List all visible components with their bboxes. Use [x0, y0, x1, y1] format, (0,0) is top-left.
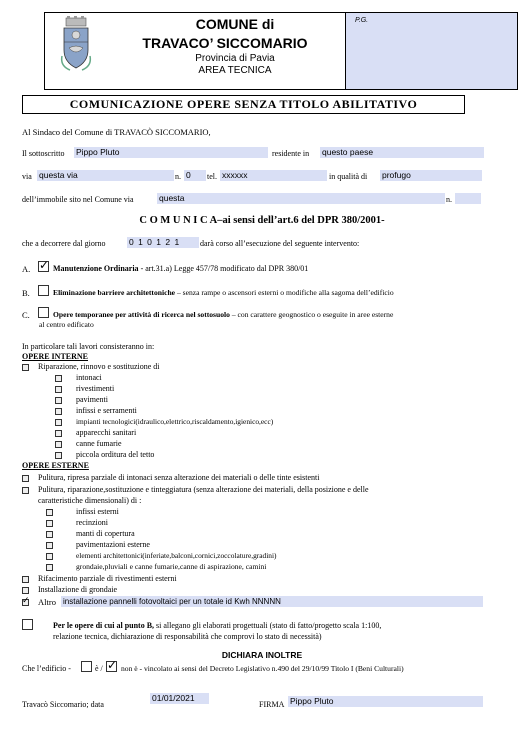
pulitura1-checkbox[interactable]: [22, 475, 29, 482]
comunica-heading: [0, 214, 524, 227]
rifacimento-label: Rifacimento parziale di rivestimenti esterni: [38, 574, 177, 583]
puntob-checkbox[interactable]: [22, 619, 33, 630]
edificio-e-label: è /: [95, 664, 103, 673]
esterne-item-label: elementi architettonici(inferiate,balconi,cornici,zoccolature,gradini): [76, 551, 277, 560]
rifacimento-checkbox[interactable]: [22, 576, 29, 583]
comunica-word: C O M U N I C A: [139, 215, 218, 226]
qualita-field[interactable]: profugo: [380, 170, 482, 181]
via-label: via: [22, 172, 32, 181]
header-province: Provincia di Pavia: [195, 53, 275, 64]
grondaie-checkbox[interactable]: [22, 587, 29, 594]
interne-item-label: piccola orditura del tetto: [76, 450, 155, 459]
interne-item-label: intonaci: [76, 373, 102, 382]
interne-item-label: impianti tecnologici(idraulico,elettrico,riscaldamento,igienico,ecc): [76, 417, 274, 426]
immobile-field[interactable]: questa: [157, 193, 445, 204]
grondaie-label: Installazione di grondaie: [38, 585, 118, 594]
immobile-label: dell’immobile sito nel Comune via: [22, 195, 134, 204]
altro-label: Altro: [38, 597, 56, 607]
date-field[interactable]: 01/01/2021: [150, 693, 209, 704]
interne-item-label: apparecchi sanitari: [76, 428, 137, 437]
edificio-non-e-checkbox[interactable]: [106, 661, 117, 672]
esterne-item-label: infissi esterni: [76, 507, 119, 516]
option-b-rest: – senza rampe o ascensori esterni o modifiche alla sagoma dell’edificio: [175, 288, 394, 297]
tel-field[interactable]: xxxxxx: [220, 170, 327, 181]
interne-item-label: canne fumarie: [76, 439, 122, 448]
tel-label: tel.: [207, 172, 217, 181]
lavori-intro: In particolare tali lavori consisteranno in:: [22, 342, 155, 351]
option-b-letter: B.: [22, 288, 30, 298]
esterne-item-checkbox[interactable]: [46, 564, 53, 571]
esterne-item-label: grondaie,pluviali e canne fumarie,canne di aspirazione, camini: [76, 562, 267, 571]
interne-item-checkbox[interactable]: [55, 430, 62, 437]
residente-label: residente in: [272, 149, 310, 158]
esterne-item-checkbox[interactable]: [46, 520, 53, 527]
option-c-bold: Opere temporanee per attività di ricerca nel sottosuolo: [53, 310, 230, 319]
interne-main-label: Riparazione, rinnovo e sostituzione di: [38, 362, 160, 371]
pulitura2-checkbox[interactable]: [22, 487, 29, 494]
pulitura2-label-line1: Pulitura, riparazione,sostituzione e tinteggiatura (senza alterazione dei materiali, della posizione e delle: [38, 485, 369, 494]
pg-label: P.G.: [355, 17, 369, 24]
edificio-rest: non è - vincolato ai sensi del Decreto Legislativo n.490 del 29/10/99 Titolo I (Beni Culturali): [121, 664, 404, 673]
esterne-item-label: pavimentazioni esterne: [76, 540, 150, 549]
interne-main-checkbox[interactable]: [22, 364, 29, 371]
interne-item-checkbox[interactable]: [55, 397, 62, 404]
sottoscritto-label: Il sottoscritto: [22, 149, 65, 158]
option-a-letter: A.: [22, 264, 31, 274]
qualita-label: in qualità di: [329, 172, 368, 181]
edificio-prefix: Che l’edificio -: [22, 664, 71, 673]
option-c-line2: al centro edificato: [39, 320, 94, 329]
option-b-text: [53, 288, 394, 298]
residente-field[interactable]: questo paese: [320, 147, 484, 158]
pulitura1-label: Pulitura, ripresa parziale di intonaci senza alterazione dei materiali o delle tinte esistenti: [38, 473, 320, 482]
decorrere-suffix: darà corso all’esecuzione del seguente intervento:: [200, 239, 360, 248]
interne-item-checkbox[interactable]: [55, 375, 62, 382]
option-a-rest: - art.31.a) Legge 457/78 modificato dal DPR 380/01: [138, 264, 309, 273]
immobile-n-field[interactable]: [455, 193, 481, 204]
interne-item-checkbox[interactable]: [55, 386, 62, 393]
edificio-e-checkbox[interactable]: [81, 661, 92, 672]
place-date-label: Travacò Siccomario; data: [22, 700, 104, 709]
n-field[interactable]: 0: [184, 170, 206, 181]
interne-item-label: pavimenti: [76, 395, 108, 404]
coat-of-arms-logo: [60, 16, 92, 77]
n-label: n.: [175, 172, 181, 181]
option-c-text: [53, 310, 393, 320]
firma-label: FIRMA: [259, 700, 285, 709]
esterne-item-checkbox[interactable]: [46, 531, 53, 538]
interne-item-label: rivestimenti: [76, 384, 115, 393]
esterne-item-checkbox[interactable]: [46, 553, 53, 560]
puntob-rest: si allegano gli elaborati progettuali (stato di fatto/progetto scala 1:100,: [154, 621, 382, 630]
pulitura2-label-line2: caratteristiche dimensionali) di :: [38, 496, 142, 505]
comunica-law: –ai sensi dell’art.6 del DPR 380/2001-: [217, 215, 385, 226]
option-b-checkbox[interactable]: [38, 285, 49, 296]
pg-field[interactable]: [346, 13, 517, 89]
option-c-rest: – con carattere geognostico o eseguite in aree esterne: [229, 310, 394, 319]
altro-field[interactable]: installazione pannelli fotovoltaici per un totale id Kwh NNNNN: [61, 596, 483, 607]
opere-esterne-heading: OPERE ESTERNE: [22, 461, 89, 470]
via-field[interactable]: questa via: [37, 170, 174, 181]
puntob-line1: [53, 621, 381, 631]
interne-item-checkbox[interactable]: [55, 419, 62, 426]
esterne-item-label: manti di copertura: [76, 529, 135, 538]
option-a-bold: Manutenzione Ordinaria: [53, 264, 139, 273]
option-c-checkbox[interactable]: [38, 307, 49, 318]
esterne-item-checkbox[interactable]: [46, 542, 53, 549]
interne-item-checkbox[interactable]: [55, 452, 62, 459]
esterne-item-label: recinzioni: [76, 518, 108, 527]
decorrere-prefix: che a decorrere dal giorno: [22, 239, 106, 248]
option-a-text: [53, 264, 308, 274]
option-b-bold: Eliminazione barriere architettoniche: [53, 288, 176, 297]
esterne-item-checkbox[interactable]: [46, 509, 53, 516]
firma-field[interactable]: Pippo Pluto: [288, 696, 483, 707]
immobile-n-label: n.: [446, 195, 452, 204]
start-date-field[interactable]: 0 1 0 1 2 1: [127, 237, 199, 248]
page-title: COMUNICAZIONE OPERE SENZA TITOLO ABILITATIVO: [69, 97, 418, 111]
header-town-name: TRAVACO’ SICCOMARIO: [142, 35, 308, 51]
option-c-letter: C.: [22, 310, 30, 320]
dichiara-heading: DICHIARA INOLTRE: [221, 650, 303, 660]
opere-interne-heading: OPERE INTERNE: [22, 352, 89, 361]
addressee: Al Sindaco del Comune di TRAVACÒ SICCOMARIO,: [22, 127, 211, 137]
option-a-checkbox[interactable]: [38, 261, 49, 272]
interne-item-checkbox[interactable]: [55, 441, 62, 448]
puntob-line2: relazione tecnica, dichiarazione di responsabilità che comprovi lo stato di necessità): [53, 632, 322, 641]
header-comune: COMUNE di: [195, 16, 275, 32]
sottoscritto-field[interactable]: Pippo Pluto: [74, 147, 268, 158]
interne-item-label: infissi e serramenti: [76, 406, 137, 415]
puntob-bold: Per le opere di cui al punto B,: [53, 621, 155, 630]
header-area: AREA TECNICA: [198, 65, 272, 76]
interne-item-checkbox[interactable]: [55, 408, 62, 415]
altro-checkbox[interactable]: [22, 599, 29, 606]
